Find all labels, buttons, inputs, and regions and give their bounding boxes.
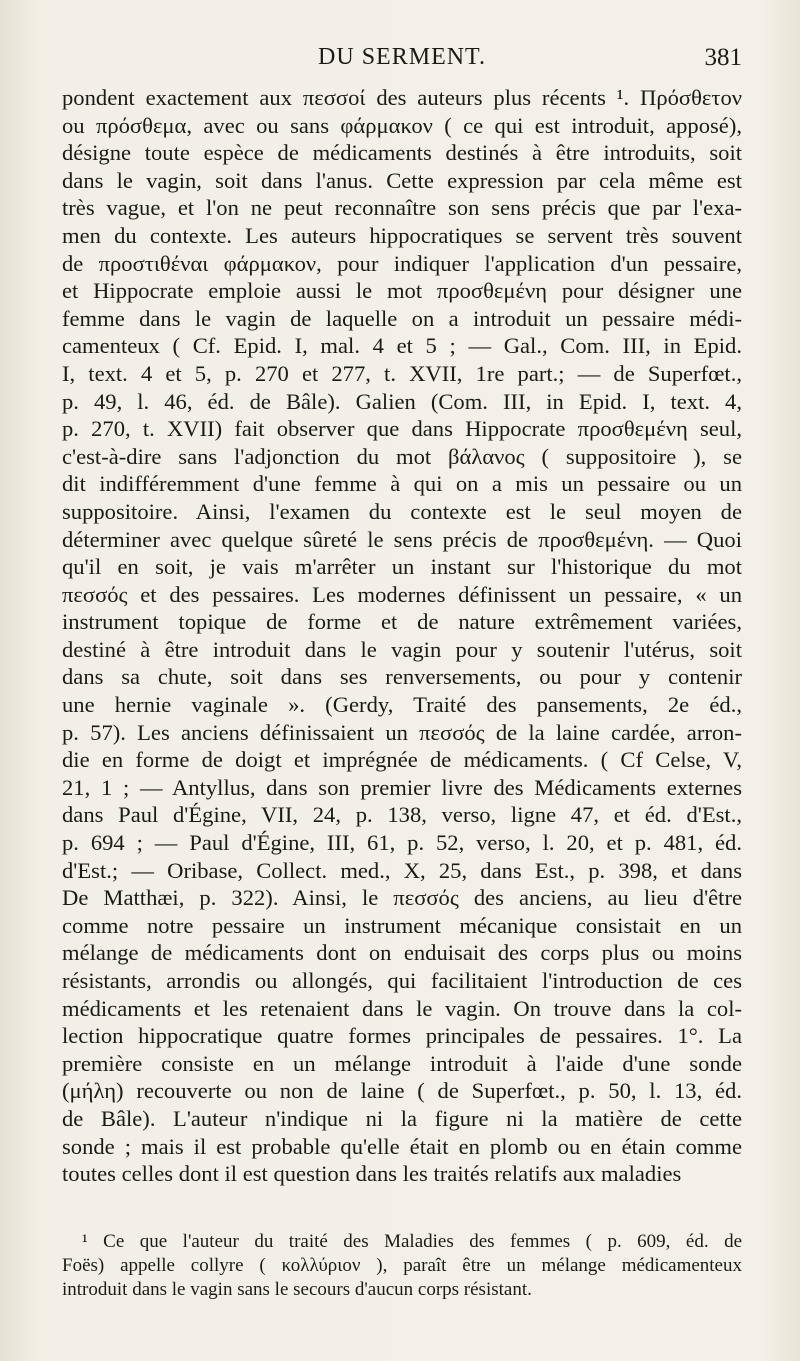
text-line: pondent exactement aux πεσσοί des auteurs plus récents ¹. Πρόσθετον [62,85,742,110]
text-line: d'Est.; — Oribase, Collect. med., X, 25, dans Est., p. 398, et dans [62,857,742,883]
text-line: mélange de médicaments dont on enduisait des corps plus ou moins [62,940,742,966]
text-line: suppositoire. Ainsi, l'examen du contexte est le seul moyen de [62,498,742,524]
text-line: désigne toute espèce de médicaments destinés à être introduits, soit [62,140,742,166]
text-line: qu'il en soit, je vais m'arrêter un instant sur l'historique du mot [62,554,742,580]
text-line: très vague, et l'on ne peut reconnaître son sens précis que par l'exa- [62,195,742,221]
text-line: résistants, arrondis ou allongés, qui facilitaient l'introduction de ces [62,968,742,993]
text-line: 21, 1 ; — Antyllus, dans son premier livre des Médicaments externes [62,774,742,800]
text-line: médicaments et les retenaient dans le vagin. On trouve dans la col- [62,995,742,1021]
page-header [62,44,742,78]
text-line: instrument topique de forme et de nature extrêmement variées, [62,609,742,635]
text-line: die en forme de doigt et imprégnée de médicaments. ( Cf Celse, V, [62,747,742,773]
text-line: c'est-à-dire sans l'adjonction du mot βάλανος ( suppositoire ), se [62,443,742,469]
text-line: destiné à être introduit dans le vagin pour y soutenir l'utérus, soit [62,636,742,662]
text-line: men du contexte. Les auteurs hippocratiques se servent très souvent [62,222,742,248]
page-number: 381 [704,44,742,71]
text-line: πεσσός et des pessaires. Les modernes définissent un pessaire, « un [62,581,742,607]
text-line: de προστιθέναι φάρμακον, pour indiquer l'application d'un pessaire, [62,250,742,276]
text-line: De Matthæi, p. 322). Ainsi, le πεσσός des anciens, au lieu d'être [62,885,742,911]
text-line: I, text. 4 et 5, p. 270 et 277, t. XVII, 1re part.; — de Superfœt., [62,360,742,386]
text-line: ou πρόσθεμα, avec ou sans φάρμακον ( ce qui est introduit, apposé), [62,112,742,138]
text-line: lection hippocratique quatre formes principales de pessaires. 1°. La [62,1023,742,1049]
footnote-line: introduit dans le vagin sans le secours d'aucun corps résistant. [62,1279,532,1300]
text-line: déterminer avec quelque sûreté le sens précis de προσθεμένη. — Quoi [62,526,742,552]
text-line: (μήλη) recouverte ou non de laine ( de Superfœt., p. 50, l. 13, éd. [62,1078,742,1104]
text-line: dans Paul d'Égine, VII, 24, p. 138, verso, ligne 47, et éd. d'Est., [62,802,742,828]
text-line: p. 270, t. XVII) fait observer que dans Hippocrate προσθεμένη seul, [62,416,742,442]
text-line: dans le vagin, soit dans l'anus. Cette expression par cela même est [62,167,742,193]
footnote-line: ¹ Ce que l'auteur du traité des Maladies des femmes ( p. 609, éd. de [82,1231,742,1252]
body-text [62,84,742,1188]
text-line: de Bâle). L'auteur n'indique ni la figure ni la matière de cette [62,1105,742,1131]
text-line: comme notre pessaire un instrument mécanique consistait en un [62,912,742,938]
text-line: sonde ; mais il est probable qu'elle était en plomb ou en étain comme [62,1133,742,1159]
text-line: femme dans le vagin de laquelle on a introduit un pessaire médi- [62,305,742,331]
text-line: première consiste en un mélange introduit à l'aide d'une sonde [62,1050,742,1076]
text-line: camenteux ( Cf. Epid. I, mal. 4 et 5 ; — Gal., Com. III, in Epid. [62,333,742,359]
text-line: toutes celles dont il est question dans les traités relatifs aux maladies [62,1161,682,1187]
text-line: et Hippocrate emploie aussi le mot προσθεμένη pour désigner une [62,278,742,304]
footnote-line: Foës) appelle collyre ( κολλύριον ), paraît être un mélange médicamenteux [62,1255,742,1276]
text-line: une hernie vaginale ». (Gerdy, Traité des pansements, 2e éd., [62,692,742,718]
text-line: dit indifféremment d'une femme à qui on a mis un pessaire ou un [62,471,742,497]
text-line: dans sa chute, soit dans ses renversements, ou pour y contenir [62,664,742,690]
text-line: p. 694 ; — Paul d'Égine, III, 61, p. 52, verso, l. 20, et p. 481, éd. [62,830,742,856]
running-title: DU SERMENT. [318,44,486,70]
text-line: p. 49, l. 46, éd. de Bâle). Galien (Com. III, in Epid. I, text. 4, [62,388,742,414]
footnote [62,1230,742,1302]
text-line: p. 57). Les anciens définissaient un πεσσός de la laine cardée, arron- [62,719,742,745]
